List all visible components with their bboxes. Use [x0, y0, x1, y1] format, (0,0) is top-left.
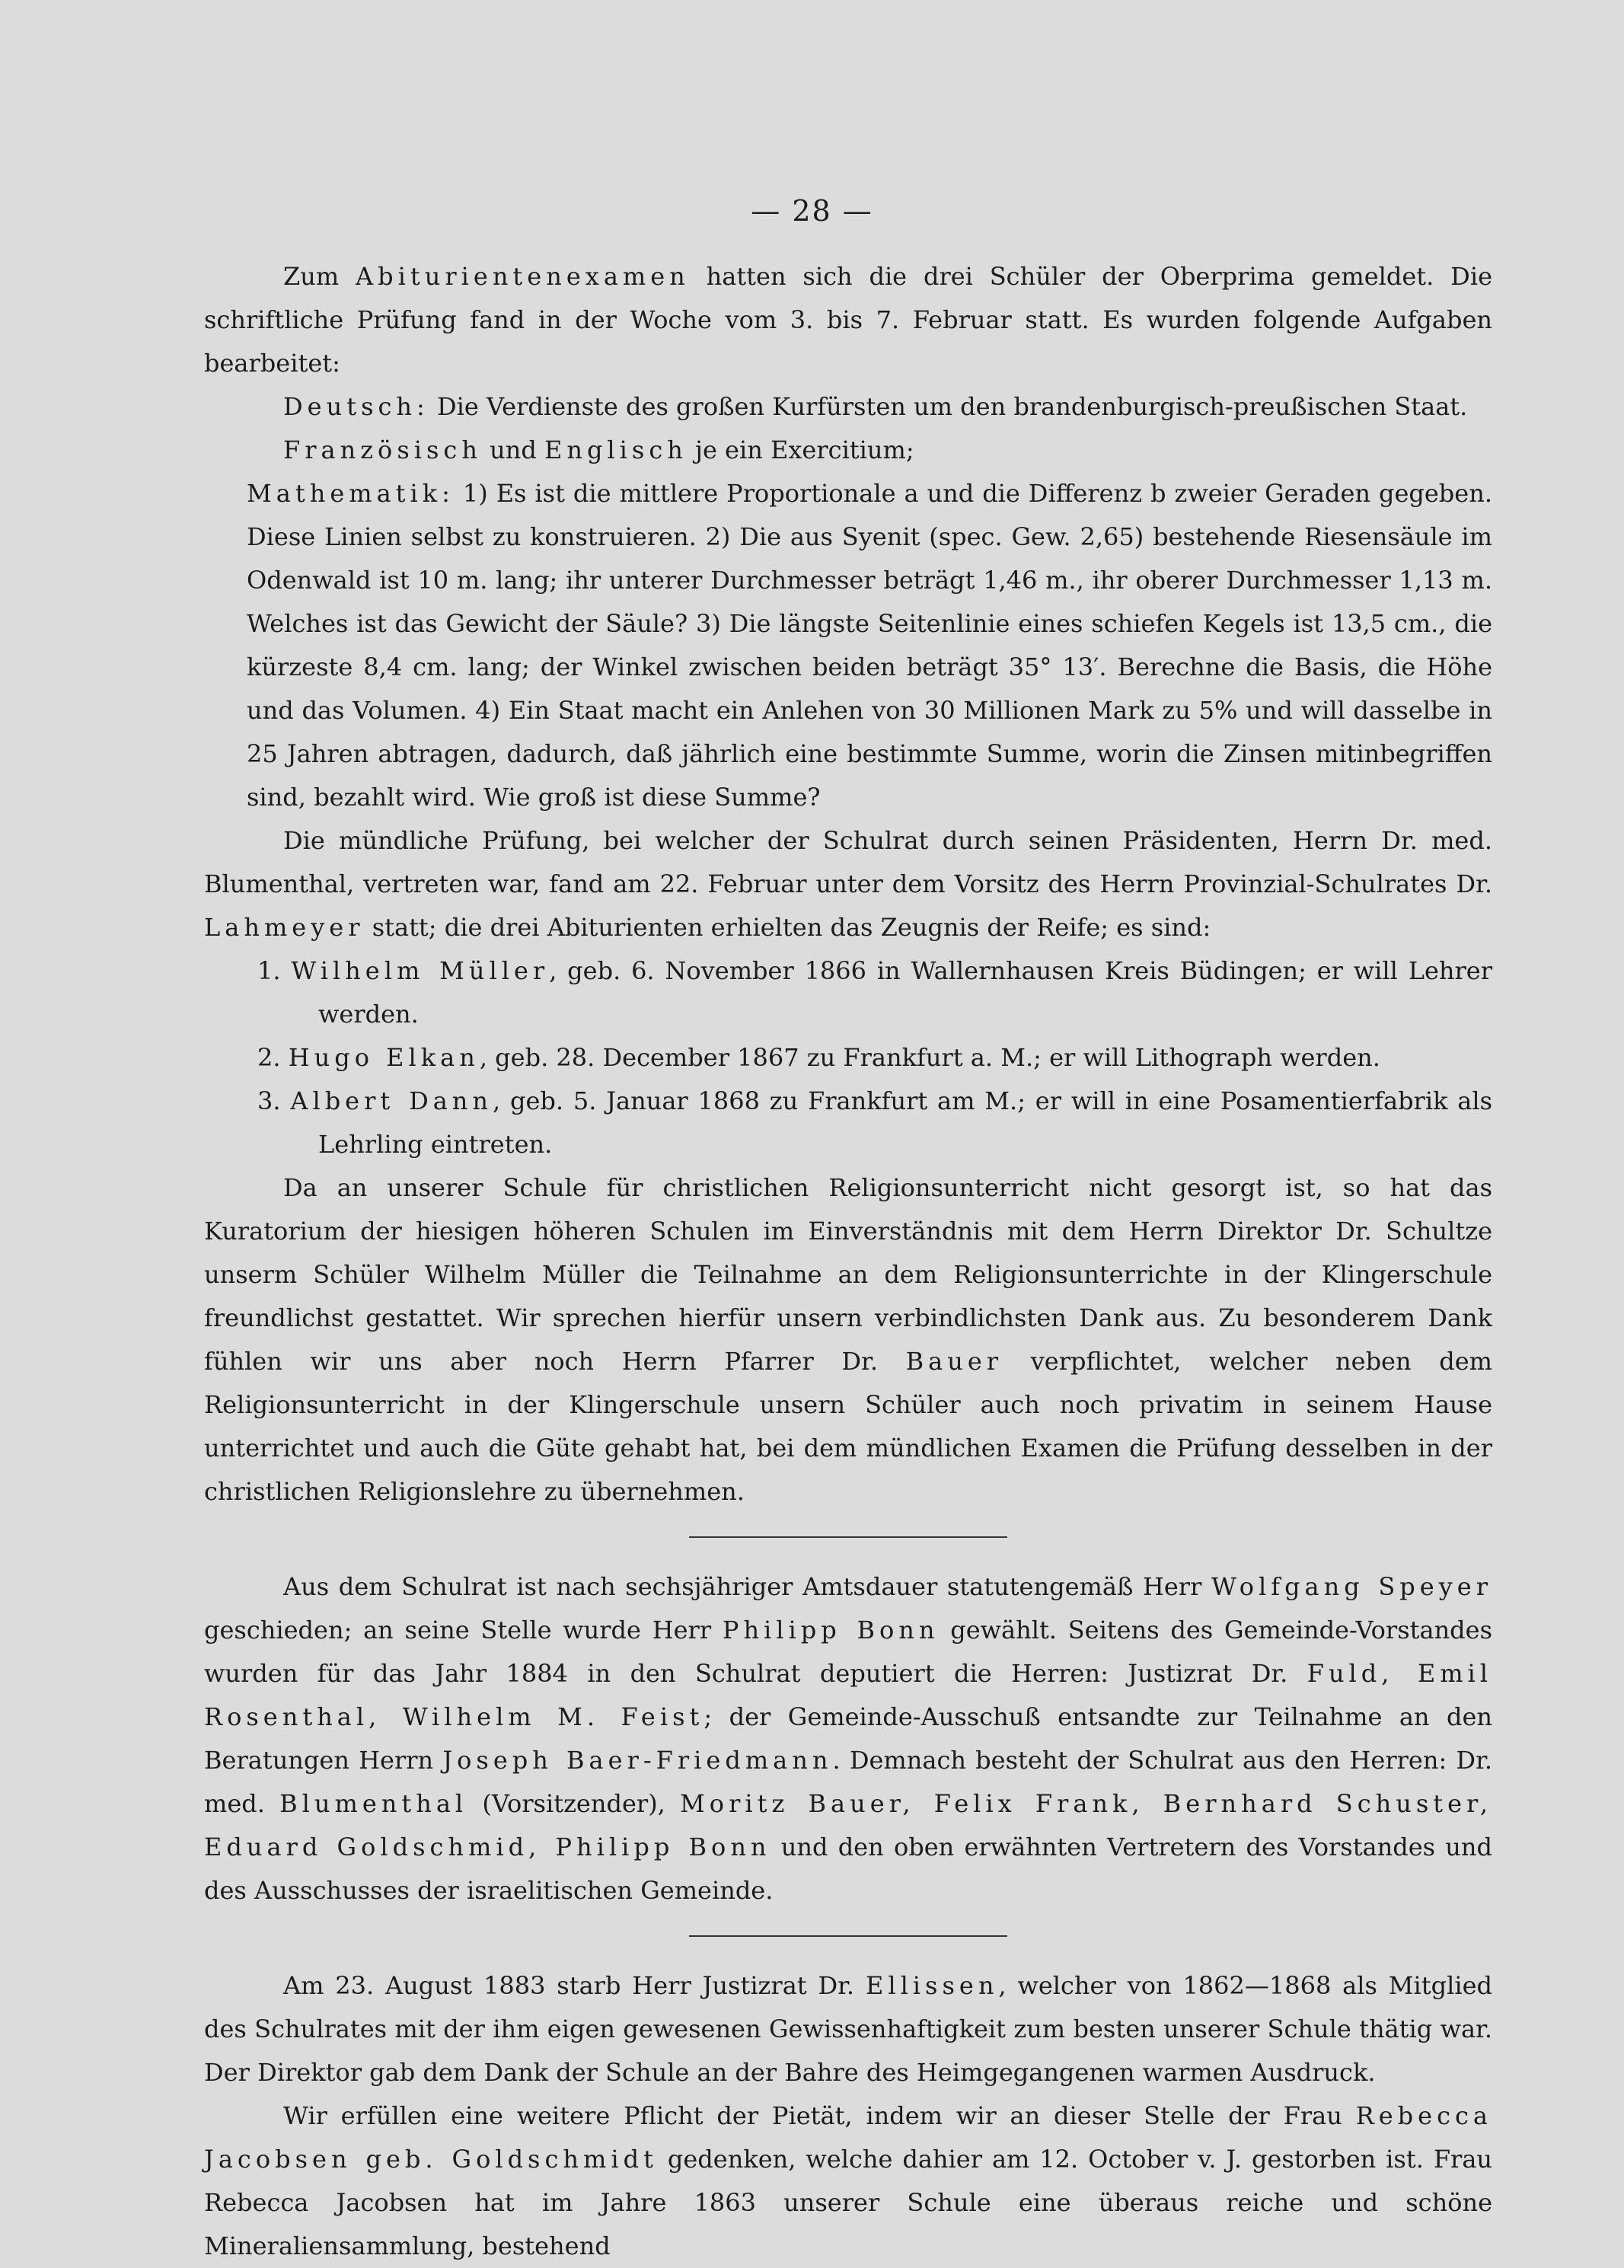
paragraph-ellissen: Am 23. August 1883 starb Herr Justizrat Dr. Ellissen, welcher von 1862—1868 als Mitglied des Schulrates mit der ihm eigen gewesenen Gewissenhaftigkeit zum besten unserer Schule thätig war. Der Direktor gab dem Dank der Schule an der Bahre des Heimgegangenen warmen Ausdruck. [204, 1971, 1493, 2087]
list-item: 2. Hugo Elkan, geb. 28. December 1867 zu Frankfurt a. M.; er will Lithograph werden. [257, 1043, 1380, 1072]
subject-label: Mathematik: [247, 479, 455, 508]
paragraph-jacobsen: Wir erfüllen eine weitere Pflicht der Pietät, indem wir an dieser Stelle der Frau Rebecca Jacobsen geb. Goldschmidt gedenken, welche dahier am 12. October v. J. gestorben ist. Frau Rebecca Jacobsen hat im Jahre 1863 unserer Schule eine überaus reiche und schöne Mineraliensammlung, bestehend [204, 2101, 1493, 2260]
person-name: Bauer [905, 1347, 1003, 1376]
person-name: Fuld, Emil Rosenthal, Wilhelm M. Feist [204, 1659, 1493, 1731]
emphasis-term: Abiturientenexamen [356, 262, 690, 291]
paragraph-schulrat: Aus dem Schulrat ist nach sechsjähriger Amtsdauer statutengemäß Herr Wolfgang Speyer geschieden; an seine Stelle wurde Herr Philipp Bonn gewählt. Seitens des Gemeinde-Vorstandes wurden für das Jahr 1884 in den Schulrat deputiert die Herren: Justizrat Dr. Fuld, Emil Rosenthal, Wilhelm M. Feist; der Gemeinde-Ausschuß entsandte zur Teilnahme an den Beratungen Herrn Joseph Baer-Friedmann. Demnach besteht der Schulrat aus den Herren: Dr. med. Blumenthal (Vorsitzender), Moritz Bauer, Felix Frank, Bernhard Schuster, Eduard Goldschmid, Philipp Bonn und den oben erwähnten Vertretern des Vorstandes und des Ausschusses der israelitischen Gemeinde. [204, 1572, 1493, 1905]
paragraph-religion: Da an unserer Schule für christlichen Religionsunterricht nicht gesorgt ist, so hat das Kuratorium der hiesigen höheren Schulen im Einverständnis mit dem Herrn Direktor Dr. Schultze unserm Schüler Wilhelm Müller die Teilnahme an dem Religionsunterrichte in der Klingerschule freundlichst gestattet. Wir sprechen hierfür unsern verbindlichsten Dank aus. Zu besonderem Dank fühlen wir uns aber noch Herrn Pfarrer Dr. Bauer verpflichtet, welcher neben dem Religionsunterricht in der Klingerschule unsern Schüler auch noch privatim in seinem Hause unterrichtet und auch die Güte gehabt hat, bei dem mündlichen Examen die Prüfung desselben in der christlichen Religionslehre zu übernehmen. [204, 1173, 1493, 1506]
section-divider [689, 1935, 1007, 1937]
section-divider [689, 1536, 1007, 1538]
document-body [204, 255, 1492, 2268]
paragraph-exam-written: Zum Abiturientenexamen hatten sich die drei Schüler der Oberprima gemeldet. Die schriftliche Prüfung fand in der Woche vom 3. bis 7. Februar statt. Es wurden folgende Aufgaben bearbeitet: [204, 262, 1493, 378]
subject-deutsch: Deutsch: Die Verdienste des großen Kurfürsten um den brandenburgisch-preußischen Staat. [283, 392, 1468, 421]
person-name: Moritz Bauer, Felix Frank, Bernhard Schuster, Eduard Goldschmid, Philipp Bonn [204, 1789, 1493, 1861]
list-item: 1. Wilhelm Müller, geb. 6. November 1866 in Wallernhausen Kreis Büdingen; er will Lehrer werden. [257, 956, 1493, 1029]
page-number: — 28 — [751, 194, 873, 228]
person-name: Blumenthal [279, 1789, 468, 1818]
subject-label: Englisch [544, 435, 688, 464]
person-name: Hugo Elkan [288, 1043, 480, 1072]
person-name: Wilhelm Müller [291, 956, 550, 985]
paragraph-oral-exam: Die mündliche Prüfung, bei welcher der Schulrat durch seinen Präsidenten, Herrn Dr. med. Blumenthal, vertreten war, fand am 22. Februar unter dem Vorsitz des Herrn Provinzial-Schulrates Dr. Lahmeyer statt; die drei Abiturienten erhielten das Zeugnis der Reife; es sind: [204, 826, 1492, 942]
person-name: Wolfgang Speyer [1211, 1572, 1492, 1601]
subject-label: Deutsch: [283, 392, 429, 421]
person-name: Albert Dann [290, 1086, 493, 1115]
subject-mathematik: Mathematik: 1) Es ist die mittlere Proportionale a und die Differenz b zweier Geraden gegeben. Diese Linien selbst zu konstruieren. 2) Die aus Syenit (spec. Gew. 2,65) bestehende Riesensäule im Odenwald ist 10 m. lang; ihr unterer Durchmesser beträgt 1,46 m., ihr oberer Durchmesser 1,13 m. Welches ist das Gewicht der Säule? 3) Die längste Seitenlinie eines schiefen Kegels ist 13,5 cm., die kürzeste 8,4 cm. lang; der Winkel zwischen beiden beträgt 35° 13′. Berechne die Basis, die Höhe und das Volumen. 4) Ein Staat macht ein Anlehen von 30 Millionen Mark zu 5% und will dasselbe in 25 Jahren abtragen, dadurch, daß jährlich eine bestimmte Summe, worin die Zinsen mitinbegriffen sind, bezahlt wird. Wie groß ist diese Summe? [247, 479, 1492, 812]
person-name: Joseph Baer-Friedmann [442, 1746, 833, 1775]
list-item: 3. Albert Dann, geb. 5. Januar 1868 zu Frankfurt am M.; er will in eine Posamentierfabrik als Lehrling eintreten. [257, 1086, 1493, 1159]
subject-languages: Französisch und Englisch je ein Exercitium; [283, 435, 914, 464]
person-name: Philipp Bonn [722, 1616, 940, 1644]
person-name: Lahmeyer [204, 913, 365, 942]
person-name: Ellissen [865, 1971, 999, 2000]
subject-label: Französisch [283, 435, 482, 464]
person-name: Rebecca Jacobsen geb. Goldschmidt [204, 2101, 1492, 2174]
